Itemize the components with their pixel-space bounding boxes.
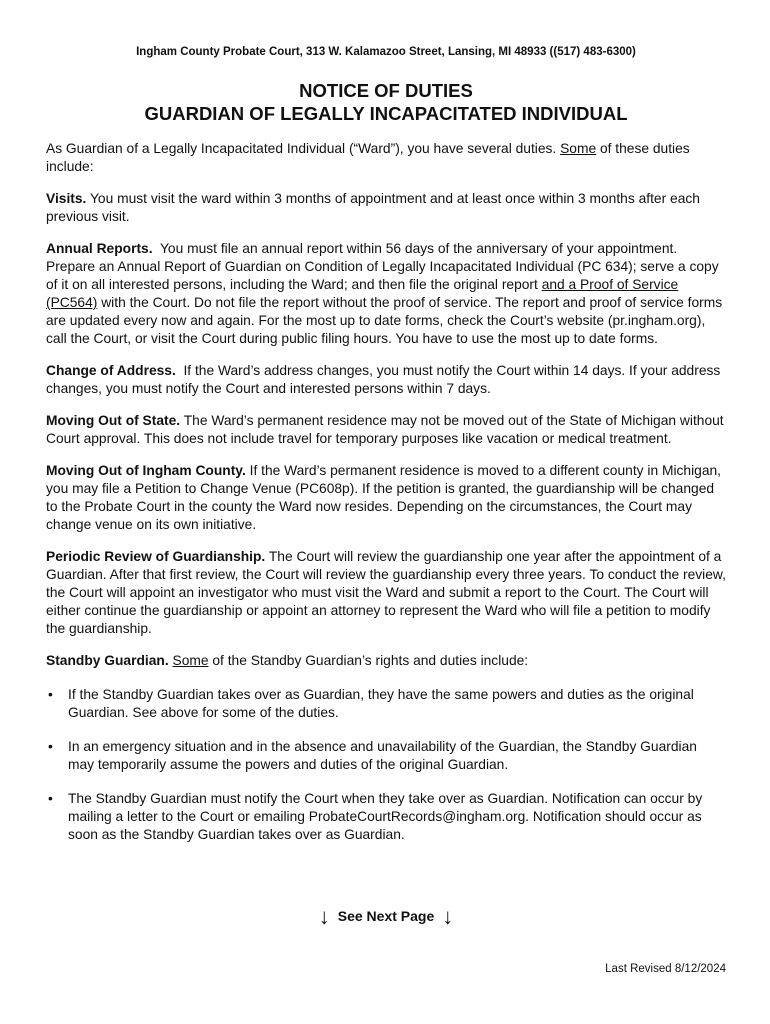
last-revised: Last Revised 8/12/2024	[605, 963, 726, 975]
list-item	[46, 738, 726, 774]
section-visits	[46, 190, 726, 226]
intro-underlined: Some	[560, 141, 597, 156]
moving-out-of-state-heading: Moving Out of State.	[46, 413, 181, 428]
section-moving-out-of-county	[46, 462, 726, 534]
section-moving-out-of-state	[46, 412, 726, 448]
standby-guardian-underlined: Some	[172, 653, 209, 668]
standby-guardian-heading: Standby Guardian.	[46, 653, 169, 668]
bullet-icon: •	[48, 687, 53, 702]
bullet-icon: •	[48, 739, 53, 754]
change-of-address-body: If the Ward’s address changes, you must notify the Court within 14 days. If your address changes, you must notify the Court and interested persons within 7 days.	[46, 363, 725, 396]
list-item-text: The Standby Guardian must notify the Court when they take over as Guardian. Notification can occur by mailing a letter to the Court or emailing ProbateCourtRecords@ingham.org. Notification should occur as soon as the Standby Guardian takes over as Guardian.	[68, 791, 703, 842]
moving-out-of-state-body: The Ward’s permanent residence may not be moved out of the State of Michigan without Court approval. This does not include travel for temporary purposes like vacation or medical treatment.	[46, 413, 724, 446]
section-annual-reports	[46, 240, 726, 348]
document-body	[46, 140, 726, 860]
court-header: Ingham County Probate Court, 313 W. Kalamazoo Street, Lansing, MI 48933 ((517) 483-6300)	[136, 46, 636, 58]
document-title	[46, 79, 726, 125]
standby-guardian-body: of the Standby Guardian’s rights and duties include:	[208, 653, 529, 668]
see-next-page-label: See Next Page	[337, 908, 435, 924]
moving-out-of-county-heading: Moving Out of Ingham County.	[46, 463, 246, 478]
list-item	[46, 790, 726, 844]
see-next-page	[46, 904, 726, 930]
moving-out-of-county-body: If the Ward’s permanent residence is moved to a different county in Michigan, you may file a Petition to Change Venue (PC608p). If the petition is granted, the guardianship will be changed to the Probate Court in the county the Ward now resides. Depending on the circumstances, the Court may change venue on its own initiative.	[46, 463, 721, 532]
list-item	[46, 686, 726, 722]
annual-reports-body-b: with the Court. Do not file the report without the proof of service. The report and proof of service forms are updated every now and again. For the most up to date forms, check the Court’s website (pr.ingham.org), call the Court, or visit the Court during public filing hours. You have to use the most up to date forms.	[46, 295, 723, 346]
annual-reports-heading: Annual Reports.	[46, 241, 153, 256]
list-item-text: In an emergency situation and in the absence and unavailability of the Guardian, the Standby Guardian may temporarily assume the powers and duties of the original Guardian.	[68, 739, 697, 772]
list-item-text: If the Standby Guardian takes over as Guardian, they have the same powers and duties as the original Guardian. See above for some of the duties.	[68, 687, 694, 720]
down-arrow-icon: ↓	[442, 904, 454, 929]
bullet-icon: •	[48, 791, 53, 806]
title-line-2: GUARDIAN OF LEGALLY INCAPACITATED INDIVIDUAL	[144, 103, 628, 124]
visits-heading: Visits.	[46, 191, 87, 206]
title-line-1: NOTICE OF DUTIES	[299, 80, 473, 101]
annual-reports-body-a: You must file an annual report within 56 days of the anniversary of your appointment. Prepare an Annual Report of Guardian on Condition of Legally Incapacitated Individual (PC 634); serve a copy of it on all interested persons, including the Ward; and then file the original report	[46, 241, 723, 292]
visits-body: You must visit the ward within 3 months of appointment and at least once within 3 months after each previous visit.	[46, 191, 700, 224]
periodic-review-body: The Court will review the guardianship one year after the appointment of a Guardian. After that first review, the Court will review the guardianship every three years. To conduct the review, the Court will appoint an investigator who must visit the Ward and submit a report to the Court. The Court will either continue the guardianship or appoint an attorney to represent the Ward who will file a petition to modify the guardianship.	[46, 549, 726, 636]
intro-text-a: As Guardian of a Legally Incapacitated Individual (“Ward”), you have several duties.	[46, 141, 561, 156]
intro-paragraph	[46, 140, 726, 176]
periodic-review-heading: Periodic Review of Guardianship.	[46, 549, 266, 564]
annual-reports-underlined: and a Proof of Service (PC564)	[46, 277, 679, 310]
intro-text-b: of these duties include:	[46, 141, 690, 174]
change-of-address-heading: Change of Address.	[46, 363, 176, 378]
section-periodic-review	[46, 548, 726, 638]
standby-guardian-list	[46, 686, 726, 844]
section-change-of-address	[46, 362, 726, 398]
down-arrow-icon: ↓	[318, 904, 330, 929]
section-standby-guardian	[46, 652, 726, 670]
